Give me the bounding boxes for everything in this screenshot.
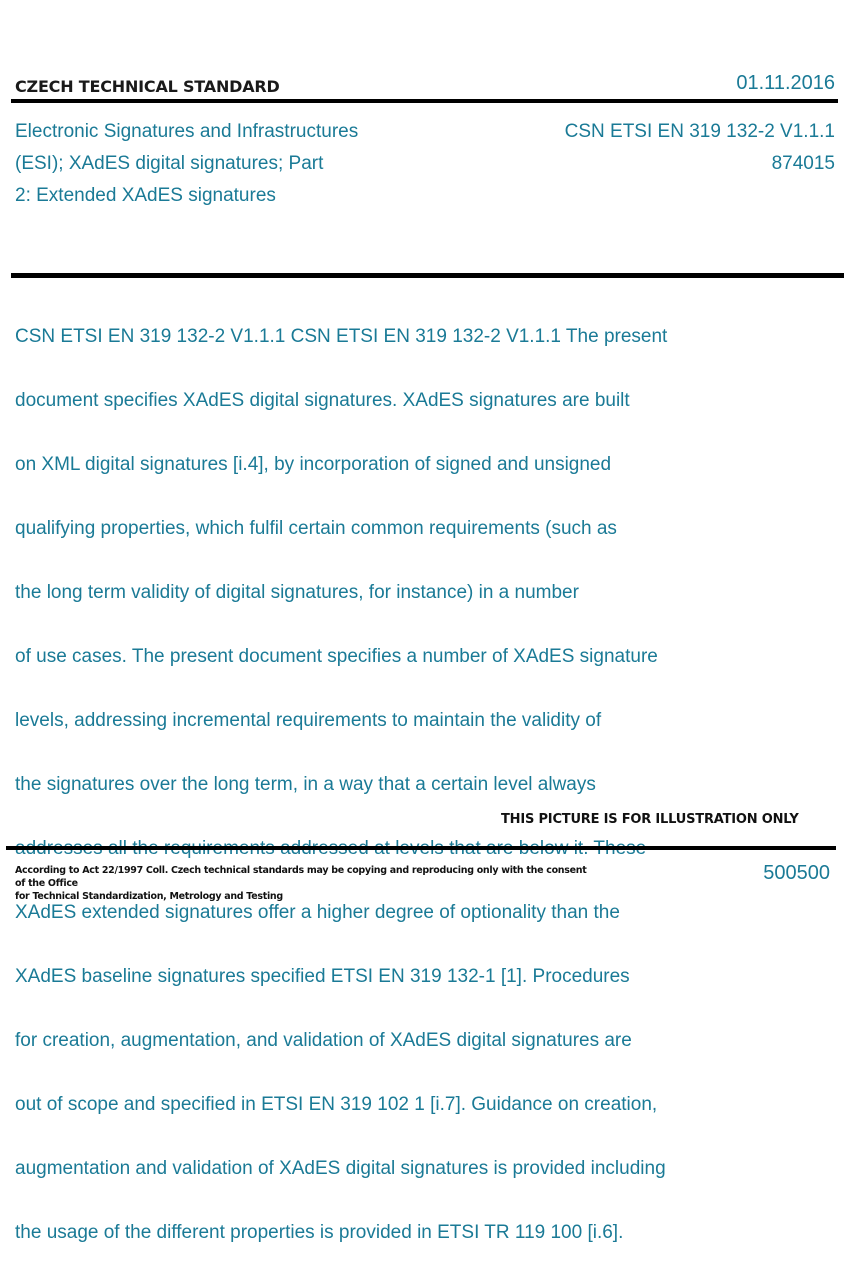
abstract-line: the usage of the different properties is provided in ETSI TR 119 100 [i.6]. [15, 1222, 624, 1243]
document-code: 500500 [763, 862, 830, 884]
standard-title [15, 116, 435, 212]
abstract-line: XAdES extended signatures offer a higher degree of optionality than the [15, 902, 620, 923]
abstract-line: document specifies XAdES digital signatures. XAdES signatures are built [15, 390, 630, 411]
abstract-line: for creation, augmentation, and validation of XAdES digital signatures are [15, 1030, 632, 1051]
publication-date: 01.11.2016 [736, 72, 835, 94]
legal-notice [15, 864, 595, 903]
title-line: Electronic Signatures and Infrastructures [15, 121, 359, 142]
title-line: (ESI); XAdES digital signatures; Part [15, 153, 324, 174]
abstract-line: out of scope and specified in ETSI EN 319 102 1 [i.7]. Guidance on creation, [15, 1094, 658, 1115]
header-divider [11, 99, 838, 103]
abstract-line: qualifying properties, which fulfil certain common requirements (such as [15, 518, 617, 539]
abstract-line: on XML digital signatures [i.4], by incorporation of signed and unsigned [15, 454, 612, 475]
abstract-line: levels, addressing incremental requirements to maintain the validity of [15, 710, 602, 731]
abstract-text [15, 289, 795, 1281]
footer-divider [6, 846, 836, 850]
standard-identifiers [565, 116, 835, 180]
legal-line: According to Act 22/1997 Coll. Czech technical standards may be copying and reproducing only with the consent of the Office [15, 865, 587, 889]
catalog-number: 874015 [771, 153, 835, 174]
legal-line: for Technical Standardization, Metrology and Testing [15, 891, 283, 902]
abstract-line: of use cases. The present document specifies a number of XAdES signature [15, 646, 658, 667]
abstract-line: the long term validity of digital signatures, for instance) in a number [15, 582, 579, 603]
illustration-note: THIS PICTURE IS FOR ILLUSTRATION ONLY [501, 812, 799, 827]
abstract-line: XAdES baseline signatures specified ETSI EN 319 132-1 [1]. Procedures [15, 966, 630, 987]
abstract-line: the signatures over the long term, in a way that a certain level always [15, 774, 596, 795]
title-divider [11, 273, 844, 278]
standard-type-label: CZECH TECHNICAL STANDARD [15, 77, 280, 96]
title-line: 2: Extended XAdES signatures [15, 185, 276, 206]
standard-number: CSN ETSI EN 319 132-2 V1.1.1 [564, 121, 835, 142]
abstract-line: CSN ETSI EN 319 132-2 V1.1.1 CSN ETSI EN 319 132-2 V1.1.1 The present [15, 326, 668, 347]
abstract-line: augmentation and validation of XAdES digital signatures is provided including [15, 1158, 666, 1179]
